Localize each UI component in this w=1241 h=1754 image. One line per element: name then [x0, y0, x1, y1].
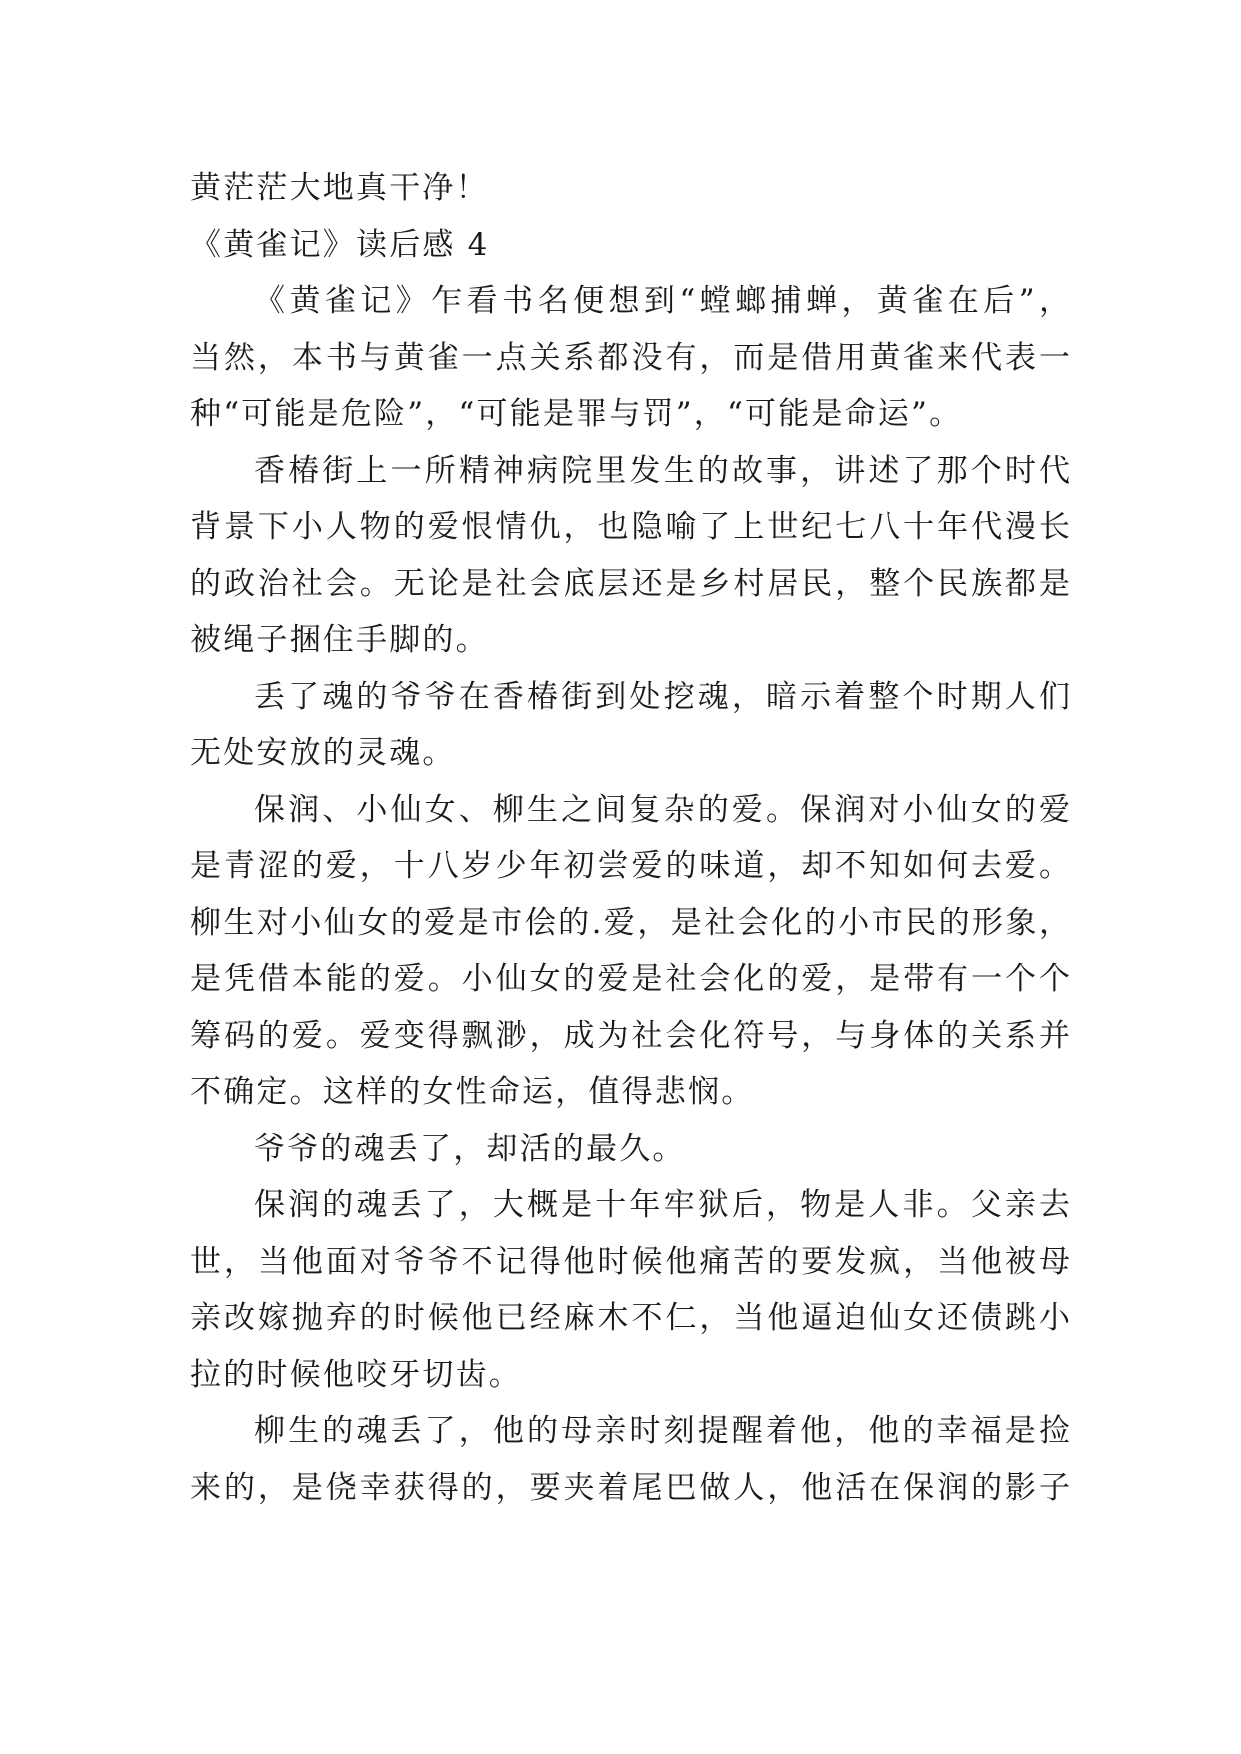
paragraph-line: 不确定。这样的女性命运，值得悲悯。 — [190, 1074, 755, 1110]
paragraph-line: 是凭借本能的爱。小仙女的爱是社会化的爱，是带有一个个 — [190, 961, 1070, 997]
heading-line: 黄茫茫大地真干净！ — [190, 170, 489, 206]
paragraph-line: 《黄雀记》乍看书名便想到“螳螂捕蝉，黄雀在后”， — [254, 283, 1070, 319]
paragraph-line: 来的，是侥幸获得的，要夹着尾巴做人，他活在保润的影子 — [190, 1469, 1070, 1506]
paragraph-line: 背景下小人物的爱恨情仇，也隐喻了上世纪七八十年代漫长 — [190, 509, 1070, 545]
paragraph-line: 香椿街上一所精神病院里发生的故事，讲述了那个时代 — [254, 452, 1070, 489]
paragraph-line: 保润、小仙女、柳生之间复杂的爱。保润对小仙女的爱 — [254, 791, 1070, 828]
paragraph-line: 柳生对小仙女的爱是市侩的.爱，是社会化的小市民的形象， — [190, 904, 1070, 941]
document-page — [190, 160, 1070, 1516]
paragraph-line: 的政治社会。无论是社会底层还是乡村居民，整个民族都是 — [190, 565, 1070, 602]
paragraph-line: 爷爷的魂丢了，却活的最久。 — [254, 1130, 686, 1167]
section-title: 《黄雀记》读后感 4 — [190, 226, 490, 263]
paragraph-line: 丢了魂的爷爷在香椿街到处挖魂，暗示着整个时期人们 — [254, 678, 1070, 715]
paragraph-line: 保润的魂丢了，大概是十年牢狱后，物是人非。父亲去 — [254, 1187, 1070, 1223]
paragraph-line: 种“可能是危险”，“可能是罪与罚”，“可能是命运”。 — [190, 396, 963, 432]
paragraph-line: 柳生的魂丢了，他的母亲时刻提醒着他，他的幸福是捡 — [254, 1413, 1070, 1449]
paragraph-line: 亲改嫁抛弃的时候他已经麻木不仁，当他逼迫仙女还债跳小 — [190, 1300, 1070, 1336]
paragraph-line: 无处安放的灵魂。 — [190, 735, 456, 771]
paragraph-line: 当然，本书与黄雀一点关系都没有，而是借用黄雀来代表一 — [190, 339, 1070, 376]
paragraph-line: 筹码的爱。爱变得飘渺，成为社会化符号，与身体的关系并 — [190, 1017, 1070, 1054]
paragraph-line: 世，当他面对爷爷不记得他时候他痛苦的要发疯，当他被母 — [190, 1243, 1070, 1280]
paragraph-line: 是青涩的爱，十八岁少年初尝爱的味道，却不知如何去爱。 — [190, 848, 1070, 884]
paragraph-line: 被绳子捆住手脚的。 — [190, 622, 489, 658]
paragraph-line: 拉的时候他咬牙切齿。 — [190, 1356, 522, 1393]
